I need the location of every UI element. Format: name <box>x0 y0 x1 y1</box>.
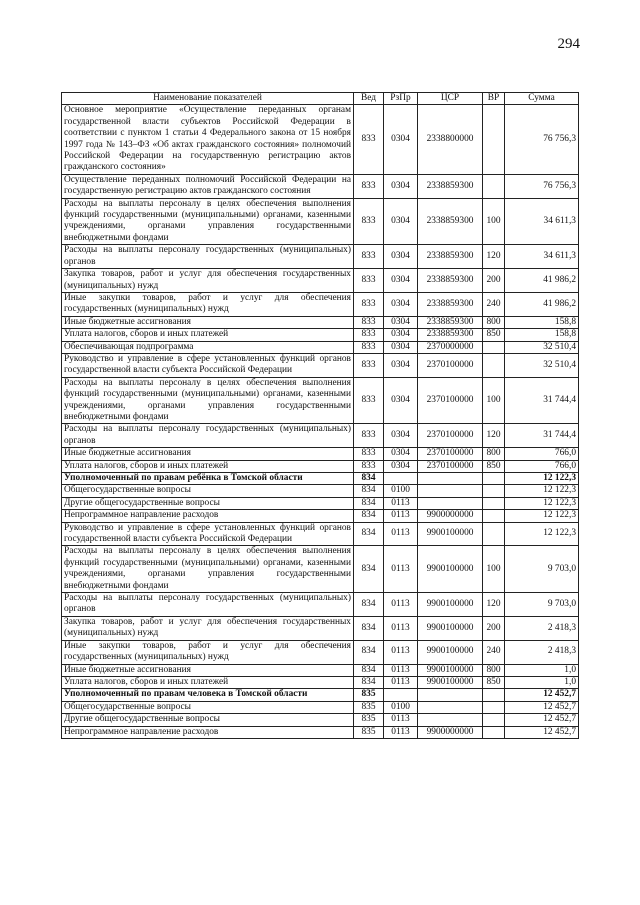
header-ved: Вед <box>354 93 384 105</box>
cell-name: Общегосударственные вопросы <box>62 701 354 713</box>
cell-name: Другие общегосударственные вопросы <box>62 714 354 726</box>
cell-rzpr: 0304 <box>384 174 418 198</box>
cell-csr: 2338859300 <box>418 292 483 316</box>
cell-sum: 9 703,0 <box>505 546 579 593</box>
cell-ved: 833 <box>354 353 384 377</box>
cell-csr <box>418 714 483 726</box>
cell-rzpr: 0113 <box>384 640 418 664</box>
cell-ved: 833 <box>354 341 384 353</box>
cell-ved: 833 <box>354 292 384 316</box>
cell-sum: 31 744,4 <box>505 424 579 448</box>
cell-rzpr: 0113 <box>384 664 418 676</box>
table-row <box>62 485 579 497</box>
cell-vr <box>483 497 505 509</box>
cell-vr <box>483 714 505 726</box>
cell-csr: 9900100000 <box>418 593 483 617</box>
cell-rzpr: 0113 <box>384 546 418 593</box>
table-row <box>62 269 579 293</box>
table-row <box>62 460 579 472</box>
cell-vr: 200 <box>483 616 505 640</box>
table-row <box>62 689 579 701</box>
cell-rzpr: 0304 <box>384 329 418 341</box>
cell-name: Расходы на выплаты персоналу в целях обеспечения выполнения функций государственными (муниципальными) органами, казенными учреждениями, органами управления государственными внебюджетными фондами <box>62 198 354 245</box>
cell-rzpr: 0304 <box>384 198 418 245</box>
cell-csr: 2370100000 <box>418 460 483 472</box>
cell-csr: 2338859300 <box>418 269 483 293</box>
cell-sum: 12 122,3 <box>505 473 579 485</box>
cell-vr: 850 <box>483 329 505 341</box>
table-row <box>62 701 579 713</box>
table-row <box>62 448 579 460</box>
cell-vr: 850 <box>483 460 505 472</box>
cell-vr <box>483 485 505 497</box>
cell-vr <box>483 105 505 174</box>
cell-csr: 2370100000 <box>418 448 483 460</box>
table-row <box>62 546 579 593</box>
cell-vr <box>483 701 505 713</box>
cell-csr: 9900000000 <box>418 510 483 522</box>
cell-vr: 100 <box>483 377 505 424</box>
cell-csr: 2370100000 <box>418 377 483 424</box>
cell-rzpr: 0113 <box>384 510 418 522</box>
cell-sum: 12 452,7 <box>505 726 579 738</box>
cell-name: Уплата налогов, сборов и иных платежей <box>62 676 354 688</box>
cell-rzpr: 0113 <box>384 497 418 509</box>
cell-csr: 9900100000 <box>418 676 483 688</box>
cell-csr: 2338800000 <box>418 105 483 174</box>
cell-name: Уплата налогов, сборов и иных платежей <box>62 460 354 472</box>
cell-vr: 800 <box>483 664 505 676</box>
cell-ved: 835 <box>354 689 384 701</box>
cell-rzpr <box>384 473 418 485</box>
table-row <box>62 329 579 341</box>
table-row <box>62 593 579 617</box>
cell-name: Уполномоченный по правам ребёнка в Томской области <box>62 473 354 485</box>
cell-rzpr: 0304 <box>384 424 418 448</box>
cell-name: Закупка товаров, работ и услуг для обеспечения государственных (муниципальных) нужд <box>62 616 354 640</box>
cell-csr: 9900100000 <box>418 664 483 676</box>
cell-rzpr: 0304 <box>384 245 418 269</box>
cell-rzpr: 0304 <box>384 316 418 328</box>
cell-name: Иные закупки товаров, работ и услуг для обеспечения государственных (муниципальных) нужд <box>62 640 354 664</box>
table-row <box>62 341 579 353</box>
table-row <box>62 714 579 726</box>
cell-csr: 2370100000 <box>418 353 483 377</box>
cell-ved: 834 <box>354 497 384 509</box>
cell-name: Расходы на выплаты персоналу государственных (муниципальных) органов <box>62 593 354 617</box>
page-number: 294 <box>557 36 580 52</box>
cell-ved: 833 <box>354 329 384 341</box>
cell-name: Общегосударственные вопросы <box>62 485 354 497</box>
cell-name: Непрограммное направление расходов <box>62 726 354 738</box>
table-row <box>62 292 579 316</box>
header-sum: Сумма <box>505 93 579 105</box>
cell-ved: 833 <box>354 316 384 328</box>
cell-sum: 12 122,3 <box>505 497 579 509</box>
cell-sum: 1,0 <box>505 664 579 676</box>
table-row <box>62 676 579 688</box>
cell-vr: 200 <box>483 269 505 293</box>
cell-ved: 834 <box>354 593 384 617</box>
cell-vr <box>483 522 505 546</box>
cell-sum: 12 122,3 <box>505 522 579 546</box>
cell-ved: 834 <box>354 473 384 485</box>
cell-ved: 835 <box>354 701 384 713</box>
table-row <box>62 198 579 245</box>
cell-vr: 240 <box>483 640 505 664</box>
table-row <box>62 424 579 448</box>
cell-vr <box>483 174 505 198</box>
table-body <box>62 105 579 739</box>
cell-sum: 2 418,3 <box>505 616 579 640</box>
cell-sum: 34 611,3 <box>505 198 579 245</box>
cell-vr <box>483 341 505 353</box>
cell-name: Основное мероприятие «Осуществление переданных органам государственной власти субъектов Российской Федерации в соответствии с пунктом 1 статьи 4 Федерального закона от 15 ноября 1997 года № 143–ФЗ «Об актах гражданского состояния» полномочий Российской Федерации на государственную регистрацию актов гражданского состояния» <box>62 105 354 174</box>
cell-vr: 120 <box>483 593 505 617</box>
cell-sum: 12 452,7 <box>505 714 579 726</box>
table-row <box>62 510 579 522</box>
table-row <box>62 522 579 546</box>
cell-ved: 834 <box>354 485 384 497</box>
cell-rzpr: 0304 <box>384 448 418 460</box>
cell-rzpr: 0100 <box>384 485 418 497</box>
cell-sum: 76 756,3 <box>505 105 579 174</box>
cell-name: Уплата налогов, сборов и иных платежей <box>62 329 354 341</box>
cell-sum: 158,8 <box>505 316 579 328</box>
cell-rzpr: 0304 <box>384 269 418 293</box>
cell-csr: 9900100000 <box>418 640 483 664</box>
cell-vr: 240 <box>483 292 505 316</box>
cell-rzpr: 0304 <box>384 105 418 174</box>
cell-sum: 12 122,3 <box>505 510 579 522</box>
cell-sum: 34 611,3 <box>505 245 579 269</box>
cell-name: Иные бюджетные ассигнования <box>62 664 354 676</box>
cell-name: Расходы на выплаты персоналу в целях обеспечения выполнения функций государственными (муниципальными) органами, казенными учреждениями, органами управления государственными внебюджетными фондами <box>62 546 354 593</box>
cell-name: Иные бюджетные ассигнования <box>62 448 354 460</box>
cell-vr <box>483 726 505 738</box>
cell-vr <box>483 510 505 522</box>
cell-vr: 800 <box>483 448 505 460</box>
cell-name: Иные закупки товаров, работ и услуг для обеспечения государственных (муниципальных) нужд <box>62 292 354 316</box>
table-row <box>62 497 579 509</box>
cell-csr: 9900000000 <box>418 726 483 738</box>
cell-csr <box>418 497 483 509</box>
cell-csr: 2338859300 <box>418 329 483 341</box>
cell-ved: 833 <box>354 448 384 460</box>
cell-ved: 834 <box>354 664 384 676</box>
cell-csr <box>418 689 483 701</box>
cell-vr <box>483 689 505 701</box>
cell-vr: 100 <box>483 546 505 593</box>
cell-ved: 833 <box>354 377 384 424</box>
table-row <box>62 640 579 664</box>
cell-sum: 9 703,0 <box>505 593 579 617</box>
cell-name: Другие общегосударственные вопросы <box>62 497 354 509</box>
cell-csr: 2338859300 <box>418 245 483 269</box>
cell-ved: 833 <box>354 105 384 174</box>
cell-csr: 2338859300 <box>418 198 483 245</box>
cell-ved: 834 <box>354 616 384 640</box>
cell-rzpr: 0304 <box>384 341 418 353</box>
cell-ved: 834 <box>354 676 384 688</box>
cell-name: Уполномоченный по правам человека в Томской области <box>62 689 354 701</box>
cell-sum: 766,0 <box>505 460 579 472</box>
cell-name: Расходы на выплаты персоналу в целях обеспечения выполнения функций государственными (муниципальными) органами, казенными учреждениями, органами управления государственными внебюджетными фондами <box>62 377 354 424</box>
cell-name: Закупка товаров, работ и услуг для обеспечения государственных (муниципальных) нужд <box>62 269 354 293</box>
cell-ved: 833 <box>354 269 384 293</box>
cell-vr: 120 <box>483 245 505 269</box>
cell-ved: 835 <box>354 726 384 738</box>
cell-sum: 158,8 <box>505 329 579 341</box>
cell-name: Обеспечивающая подпрограмма <box>62 341 354 353</box>
cell-ved: 834 <box>354 522 384 546</box>
cell-ved: 834 <box>354 546 384 593</box>
cell-ved: 833 <box>354 460 384 472</box>
cell-sum: 32 510,4 <box>505 341 579 353</box>
table-header-row <box>62 93 579 105</box>
cell-ved: 833 <box>354 424 384 448</box>
cell-ved: 834 <box>354 510 384 522</box>
cell-csr <box>418 485 483 497</box>
cell-rzpr: 0304 <box>384 377 418 424</box>
cell-csr: 2370000000 <box>418 341 483 353</box>
header-vr: ВР <box>483 93 505 105</box>
table-row <box>62 316 579 328</box>
header-name: Наименование показателей <box>62 93 354 105</box>
cell-rzpr: 0113 <box>384 593 418 617</box>
cell-csr <box>418 473 483 485</box>
cell-rzpr: 0304 <box>384 292 418 316</box>
cell-rzpr <box>384 689 418 701</box>
table-row <box>62 377 579 424</box>
cell-vr: 100 <box>483 198 505 245</box>
table-row <box>62 174 579 198</box>
cell-csr: 2370100000 <box>418 424 483 448</box>
cell-sum: 12 122,3 <box>505 485 579 497</box>
cell-ved: 833 <box>354 245 384 269</box>
table-row <box>62 245 579 269</box>
cell-vr: 800 <box>483 316 505 328</box>
cell-sum: 12 452,7 <box>505 701 579 713</box>
cell-csr: 2338859300 <box>418 316 483 328</box>
cell-vr <box>483 353 505 377</box>
cell-csr: 9900100000 <box>418 546 483 593</box>
cell-name: Иные бюджетные ассигнования <box>62 316 354 328</box>
cell-vr: 850 <box>483 676 505 688</box>
cell-name: Расходы на выплаты персоналу государственных (муниципальных) органов <box>62 424 354 448</box>
cell-name: Расходы на выплаты персоналу государственных (муниципальных) органов <box>62 245 354 269</box>
cell-rzpr: 0304 <box>384 353 418 377</box>
cell-sum: 31 744,4 <box>505 377 579 424</box>
cell-rzpr: 0113 <box>384 616 418 640</box>
table-row <box>62 664 579 676</box>
cell-sum: 1,0 <box>505 676 579 688</box>
cell-sum: 766,0 <box>505 448 579 460</box>
cell-name: Руководство и управление в сфере установленных функций органов государственной власти субъекта Российской Федерации <box>62 522 354 546</box>
cell-sum: 41 986,2 <box>505 269 579 293</box>
cell-rzpr: 0113 <box>384 522 418 546</box>
cell-sum: 2 418,3 <box>505 640 579 664</box>
cell-csr <box>418 701 483 713</box>
cell-csr: 9900100000 <box>418 522 483 546</box>
header-csr: ЦСР <box>418 93 483 105</box>
cell-name: Непрограммное направление расходов <box>62 510 354 522</box>
table-row <box>62 616 579 640</box>
table-row <box>62 105 579 174</box>
cell-csr: 2338859300 <box>418 174 483 198</box>
cell-sum: 76 756,3 <box>505 174 579 198</box>
cell-rzpr: 0113 <box>384 676 418 688</box>
cell-vr: 120 <box>483 424 505 448</box>
table-row <box>62 473 579 485</box>
cell-sum: 12 452,7 <box>505 689 579 701</box>
cell-rzpr: 0304 <box>384 460 418 472</box>
cell-name: Осуществление переданных полномочий Российской Федерации на государственную регистрацию актов гражданского состояния <box>62 174 354 198</box>
cell-rzpr: 0113 <box>384 714 418 726</box>
cell-ved: 833 <box>354 198 384 245</box>
cell-ved: 833 <box>354 174 384 198</box>
cell-csr: 9900100000 <box>418 616 483 640</box>
budget-table <box>61 92 579 739</box>
cell-rzpr: 0100 <box>384 701 418 713</box>
cell-ved: 834 <box>354 640 384 664</box>
cell-ved: 835 <box>354 714 384 726</box>
cell-sum: 32 510,4 <box>505 353 579 377</box>
cell-sum: 41 986,2 <box>505 292 579 316</box>
table-row <box>62 726 579 738</box>
cell-vr <box>483 473 505 485</box>
header-rzpr: РзПр <box>384 93 418 105</box>
cell-rzpr: 0113 <box>384 726 418 738</box>
table-row <box>62 353 579 377</box>
cell-name: Руководство и управление в сфере установленных функций органов государственной власти субъекта Российской Федерации <box>62 353 354 377</box>
